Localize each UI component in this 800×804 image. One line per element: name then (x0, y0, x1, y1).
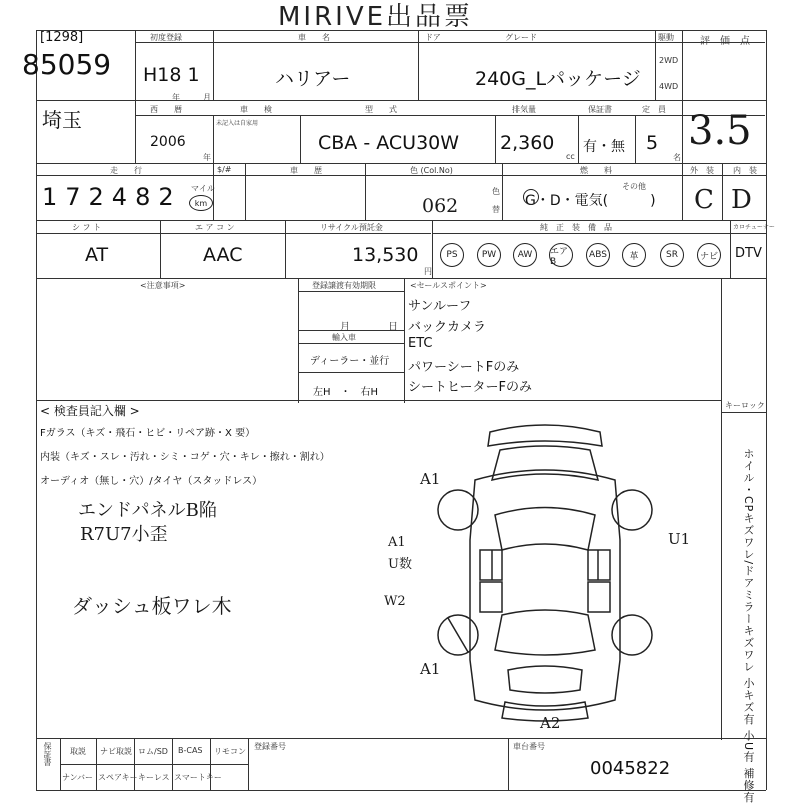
sales-point-3: ETC (408, 336, 433, 351)
inspection-label: 車 検 (240, 105, 272, 114)
interior-value: D (731, 185, 752, 215)
damage-mark-1: A1 (420, 470, 441, 488)
registration-value: H18 1 (143, 64, 200, 86)
sales-point-2: バックカメラ (408, 320, 487, 335)
expiry-day: 日 (388, 322, 398, 333)
damage-mark-6: U1 (668, 530, 691, 548)
recycle-label: リサイクル預託金 (320, 223, 383, 232)
color-label: 色 (Col.No) (410, 166, 453, 175)
import-hand: 左H ・ 右H (313, 387, 379, 398)
aircon-label: エ ア コ ン (195, 223, 235, 232)
car-name-label: 車 名 (298, 33, 330, 42)
dollar-label: $/# (217, 165, 232, 174)
footer-rom: ロム/SD (138, 747, 168, 756)
registration-label: 初度登録 (150, 33, 182, 42)
import-label: 輸入車 (332, 333, 356, 342)
footer-spare-key: スペアキー (98, 773, 138, 782)
chassis-number: 0045822 (590, 758, 671, 779)
lot-number: 85059 (22, 48, 112, 81)
fuel-label: 燃 料 (580, 166, 612, 175)
model-value: CBA - ACU30W (318, 132, 460, 154)
model-year-unit: 年 (203, 153, 211, 162)
registration-expiry-label: 登録譲渡有効期限 (312, 281, 376, 290)
history-label: 車 歴 (290, 166, 322, 175)
fuel-other: その他 (622, 182, 646, 191)
drive-label: 駆動 (658, 33, 674, 42)
displacement-label: 排気量 (512, 105, 536, 114)
sales-point-5: シートヒーターFのみ (408, 380, 532, 395)
score-label: 評 価 点 (700, 36, 750, 47)
handwriting-2: R7U7小歪 (80, 524, 168, 545)
footer-navi-manual: ナビ取説 (100, 747, 132, 756)
aircon-value: AAC (203, 244, 243, 266)
color-sub1: 色 (492, 187, 500, 196)
color-sub2: 替 (492, 205, 500, 214)
equip-sr-icon: SR (660, 243, 684, 267)
shift-value: AT (85, 244, 109, 266)
mileage-unit-km: km (194, 198, 208, 208)
score-value: 3.5 (688, 108, 752, 154)
equipment-extra-label: カロチューナー (733, 224, 775, 231)
notes-label: <注意事項> (140, 281, 186, 290)
recycle-unit: 円 (424, 267, 432, 276)
equip-abs-icon: ABS (586, 243, 610, 267)
equipment-extra: DTV (735, 246, 762, 261)
car-damage-diagram (420, 420, 670, 740)
equip-leather-icon: 革 (622, 243, 646, 267)
footer-keyless: キーレス (138, 773, 170, 782)
footer-number: ナンバー (62, 773, 94, 782)
door-label: ドア (425, 33, 441, 42)
interior-label: 内 装 (733, 166, 757, 175)
sales-point-4: パワーシートFのみ (408, 360, 520, 375)
footer-remote: リモコン (214, 747, 246, 756)
footer-chassis-label: 車台番号 (513, 742, 545, 751)
footer-bcas: B-CAS (178, 746, 203, 755)
equip-navi-icon: ナビ (697, 243, 721, 267)
bracket-number: [1298] (40, 30, 84, 45)
damage-mark-7: A2 (540, 714, 561, 732)
exterior-label: 外 装 (690, 166, 714, 175)
footer-side-label: 保証書 (43, 742, 52, 766)
registration-month-unit: 月 (203, 93, 211, 102)
damage-mark-2: A1 (388, 535, 406, 550)
key-lock-label: キーロック (725, 401, 765, 410)
sales-point-1: サンルーフ (408, 299, 472, 314)
inspector-line1: Fガラス（キズ・飛石・ヒビ・リペア跡・X 要） (40, 428, 256, 439)
displacement-unit: cc (566, 152, 575, 161)
fuel-value: G・D・電気( ) (525, 193, 656, 209)
exterior-value: C (694, 185, 714, 215)
handwriting-1: エンドパネルB陥 (78, 500, 217, 521)
km-circle (189, 195, 213, 211)
mileage-unit-top: マイル (191, 184, 215, 193)
inspection-note: 未記入は自家用 (216, 120, 259, 127)
drive-4wd: 4WD (659, 82, 679, 91)
equip-aw-icon: AW (513, 243, 537, 267)
damage-legend: ホイル・CPキズワレ/ドアミラーキズワレ 小キズ有 小U有 補修有 (742, 448, 755, 804)
equip-airbag-icon: エアB (549, 243, 573, 267)
sales-points-label: <セールスポイント> (410, 281, 487, 290)
warranty-label: 保証書 (588, 105, 612, 114)
capacity-label: 定 員 (642, 105, 666, 114)
footer-manual: 取説 (70, 747, 86, 756)
grade-value: 240G_Lパッケージ (475, 68, 641, 90)
inspector-line3: オーディオ（無し・穴）/タイヤ（スタッドレス） (40, 476, 263, 487)
inspector-line2: 内装（キズ・スレ・汚れ・シミ・コゲ・穴・キレ・擦れ・割れ） (40, 452, 330, 463)
equip-pw-icon: PW (477, 243, 501, 267)
damage-mark-4: W2 (384, 594, 406, 609)
capacity-value: 5 (646, 132, 659, 154)
equipment-label: 純 正 装 備 品 (540, 223, 612, 232)
recycle-value: 13,530 (352, 244, 419, 266)
footer-smart-key: スマートキー (174, 773, 222, 782)
region: 埼玉 (42, 108, 82, 132)
equip-ps-icon: PS (440, 243, 464, 267)
damage-mark-3: U数 (388, 557, 412, 572)
car-name-value: ハリアー (275, 68, 351, 90)
registration-year-unit: 年 (172, 93, 180, 102)
model-year-label: 西 暦 (150, 105, 182, 114)
model-label: 型 式 (365, 105, 397, 114)
inspector-label: < 検査員記入欄 > (40, 404, 140, 418)
grade-label: グレード (505, 33, 537, 42)
displacement-value: 2,360 (500, 132, 555, 154)
handwriting-3: ダッシュ板ワレ木 (72, 594, 232, 618)
import-dealer: ディーラー・並行 (310, 356, 390, 367)
mileage-value: 172482 (42, 183, 182, 211)
fuel-g-circle (523, 189, 539, 205)
drive-2wd: 2WD (659, 56, 679, 65)
mileage-label: 走 行 (110, 166, 142, 175)
warranty-value: 有・無 (583, 139, 625, 155)
expiry-month: 月 (340, 322, 350, 333)
color-value: 062 (422, 195, 459, 217)
capacity-unit: 名 (673, 153, 681, 162)
damage-mark-5: A1 (420, 660, 441, 678)
model-year-value: 2006 (150, 134, 186, 150)
page-title: MIRIVE出品票 (278, 2, 474, 32)
shift-label: シ フ ト (72, 223, 102, 232)
footer-reg-no-label: 登録番号 (254, 742, 286, 751)
